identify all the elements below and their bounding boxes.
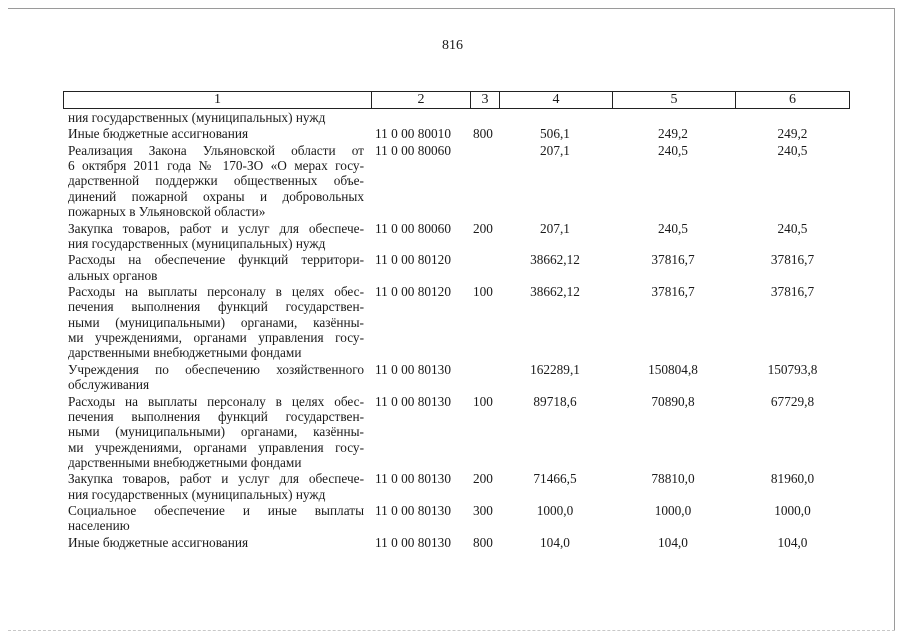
description-line: ми учреждениями, органами управления госу-: [68, 439, 364, 455]
row-description: [68, 221, 364, 252]
description-line: Расходы на выплаты персоналу в целях обес-: [68, 283, 364, 299]
row-value-col6: 37816,7: [770, 252, 815, 268]
header-col-4: 4: [499, 92, 612, 108]
row-value-col6: 240,5: [777, 220, 808, 236]
description-line: ными (муниципальными) органами, казённы-: [68, 424, 364, 440]
description-line: Социальное обеспечение и иные выплаты: [68, 503, 364, 519]
row-value-col6: 249,2: [777, 126, 808, 142]
row-code: 11 0 00 80130: [375, 361, 451, 377]
row-description: [68, 471, 364, 502]
row-description: [68, 252, 364, 283]
row-code: 11 0 00 80130: [375, 471, 451, 487]
description-line: ными (муниципальными) органами, казённы-: [68, 314, 364, 330]
row-value-col5: 37816,7: [651, 252, 695, 268]
row-value-col4: 104,0: [540, 534, 570, 550]
description-line: печения выполнения функций государствен-: [68, 408, 364, 424]
row-code: 11 0 00 80120: [375, 252, 451, 268]
row-value-col4: 162289,1: [530, 361, 580, 377]
description-line: Реализация Закона Ульяновской области от: [68, 142, 364, 158]
row-type: 800: [473, 126, 493, 142]
row-description: [68, 284, 364, 361]
row-value-col6: 67729,8: [770, 393, 815, 409]
description-line: пожарных в Ульяновской области»: [68, 204, 266, 220]
row-value-col6: 81960,0: [770, 471, 815, 487]
row-description: [68, 143, 364, 220]
description-line: Закупка товаров, работ и услуг для обеспече-: [68, 220, 364, 236]
row-value-col5: 78810,0: [651, 471, 695, 487]
row-value-col6: 150793,8: [767, 361, 818, 377]
row-description: [68, 126, 364, 141]
row-code: 11 0 00 80120: [375, 283, 451, 299]
row-value-col5: 240,5: [658, 220, 688, 236]
description-line: дарственными внебюджетными фондами: [68, 345, 302, 361]
header-col-1: 1: [214, 92, 221, 107]
row-code: 11 0 00 80060: [375, 142, 451, 158]
row-description: [68, 110, 364, 125]
row-value-col4: 38662,12: [530, 283, 580, 299]
row-type: 100: [473, 393, 493, 409]
row-code: 11 0 00 80130: [375, 534, 451, 550]
row-value-col6: 37816,7: [770, 283, 815, 299]
description-line: Закупка товаров, работ и услуг для обеспече-: [68, 471, 364, 487]
row-code: 11 0 00 80130: [375, 393, 451, 409]
row-description: [68, 535, 364, 550]
description-line: Иные бюджетные ассигнования: [68, 534, 249, 550]
row-value-col5: 1000,0: [654, 503, 692, 519]
page-number: 816: [442, 38, 463, 53]
description-line: 6 октября 2011 года № 170-ЗО «О мерах госу-: [68, 157, 364, 173]
row-type: 300: [473, 503, 493, 519]
description-line: Расходы на обеспечение функций территори-: [68, 252, 364, 268]
row-type: 200: [473, 220, 493, 236]
description-line: ния государственных (муниципальных) нужд: [68, 235, 326, 251]
row-type: 800: [473, 534, 493, 550]
row-value-col4: 207,1: [540, 220, 570, 236]
row-value-col5: 150804,8: [648, 361, 698, 377]
row-code: 11 0 00 80130: [375, 503, 451, 519]
page-border-right: [894, 8, 895, 630]
row-code: 11 0 00 80060: [375, 220, 451, 236]
description-line: ния государственных (муниципальных) нужд: [68, 486, 326, 502]
header-col-6: 6: [735, 92, 849, 108]
description-line: ми учреждениями, органами управления госу-: [68, 330, 364, 346]
row-value-col4: 1000,0: [536, 503, 574, 519]
row-value-col6: 240,5: [777, 142, 808, 158]
row-value-col4: 506,1: [540, 126, 570, 142]
row-value-col5: 37816,7: [651, 283, 695, 299]
row-type: 200: [473, 471, 493, 487]
row-code: 11 0 00 80010: [375, 126, 451, 142]
description-line: дарственными внебюджетными фондами: [68, 455, 302, 471]
description-line: дарственной поддержки общественных объе-: [68, 173, 364, 189]
row-value-col4: 71466,5: [533, 471, 577, 487]
description-line: обслуживания: [68, 377, 150, 393]
description-line: Расходы на выплаты персоналу в целях обес-: [68, 393, 364, 409]
table-header-row: [63, 91, 850, 109]
header-col-2: 2: [371, 92, 470, 108]
row-value-col6: 1000,0: [774, 503, 811, 519]
header-col-3: 3: [470, 92, 499, 108]
page-bottom-edge: [8, 630, 895, 631]
description-line: Иные бюджетные ассигнования: [68, 126, 249, 142]
row-description: [68, 394, 364, 471]
row-value-col5: 70890,8: [651, 393, 695, 409]
row-value-col5: 240,5: [658, 142, 688, 158]
header-col-5: 5: [612, 92, 735, 108]
row-value-col4: 89718,6: [533, 393, 577, 409]
row-value-col5: 249,2: [658, 126, 688, 142]
row-value-col5: 104,0: [658, 534, 688, 550]
row-value-col4: 207,1: [540, 142, 570, 158]
row-description: [68, 503, 364, 534]
description-line: населению: [68, 518, 130, 534]
row-description: [68, 362, 364, 393]
description-line: динений пожарной охраны и добровольных: [68, 188, 364, 204]
description-line: ния государственных (муниципальных) нужд: [68, 110, 326, 125]
row-type: 100: [473, 283, 493, 299]
page-border-top: [8, 8, 894, 9]
row-value-col6: 104,0: [777, 534, 808, 550]
description-line: Учреждения по обеспечению хозяйственного: [68, 361, 364, 377]
description-line: печения выполнения функций государствен-: [68, 299, 364, 315]
row-value-col4: 38662,12: [530, 252, 580, 268]
description-line: альных органов: [68, 267, 158, 283]
